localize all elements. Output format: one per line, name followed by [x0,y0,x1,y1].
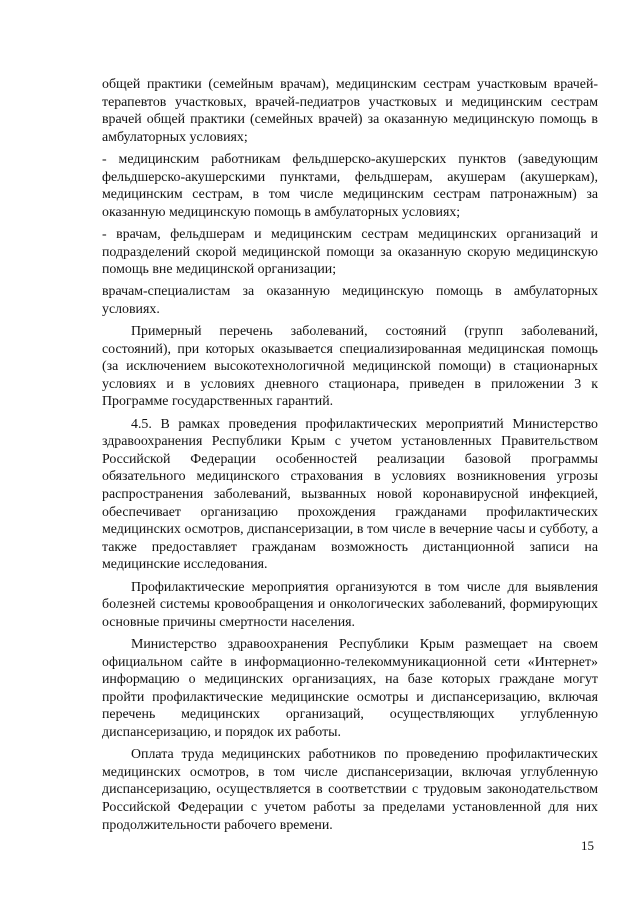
paragraph: Профилактические мероприятия организуются в том числе для выявления болезней системы кровообращения и онкологических заболеваний, формирующих основные причины смертности населения. [102,579,598,630]
paragraph: Министерство здравоохранения Республики Крым размещает на своем официальном сайте в информационно-телекоммуникационной сети «Интернет» информацию о медицинских организациях, на базе которых граждане могут пройти профилактические медицинские осмотры и диспансеризацию, включая перечень медицинских организаций, осуществляющих углубленную диспансеризацию, и порядок их работы. [102,636,598,740]
paragraph-list-item: - врачам, фельдшерам и медицинским сестрам медицинских организаций и подразделений скорой медицинской помощи за оказанную скорую медицинскую помощь вне медицинской организации; [102,226,598,278]
paragraph-list-item: врачам-специалистам за оказанную медицинскую помощь в амбулаторных условиях. [102,284,598,317]
body-text [102,76,598,839]
paragraph-continuation: общей практики (семейным врачам), медицинским сестрам участковым врачей-терапевтов участковых, врачей-педиатров участковых и медицинским сестрам врачей общей практики (семейных врачей) за оказанную медицинскую помощь в амбулаторных условиях; [102,77,598,145]
paragraph-list-item: - медицинским работникам фельдшерско-акушерских пунктов (заведующим фельдшерско-акушерскими пунктами, фельдшерам, акушерам (акушеркам), медицинским сестрам, в том числе медицинским сестрам патронажным) за оказанную медицинскую помощь в амбулаторных условиях; [102,151,598,220]
paragraph: Оплата труда медицинских работников по проведению профилактических медицинских осмотров, в том числе диспансеризации, включая углубленную диспансеризацию, осуществляется в соответствии с трудовым законодательством Российской Федерации с учетом работы за пределами установленной для них продолжительности рабочего времени. [102,747,598,833]
paragraph-section-4-5: 4.5. В рамках проведения профилактических мероприятий Министерство здравоохранения Республики Крым с учетом установленных Правительством Российской Федерации особенностей реализации базовой программы обязательного медицинского страхования в условиях возникновения угрозы распространения заболеваний, вызванных новой коронавирусной инфекцией, обеспечивает организацию прохождения гражданами профилактических медицинских осмотров, диспансеризации, в том числе в вечерние часы и субботу, а также предоставляет гражданам возможность дистанционной записи на медицинские исследования. [102,416,598,573]
paragraph: Примерный перечень заболеваний, состояний (групп заболеваний, состояний), при которых оказывается специализированная медицинская помощь (за исключением высокотехнологичной медицинской помощи) в стационарных условиях и в условиях дневного стационара, приведен в приложении 3 к Программе государственных гарантий. [102,324,598,410]
page-number: 15 [581,838,594,853]
